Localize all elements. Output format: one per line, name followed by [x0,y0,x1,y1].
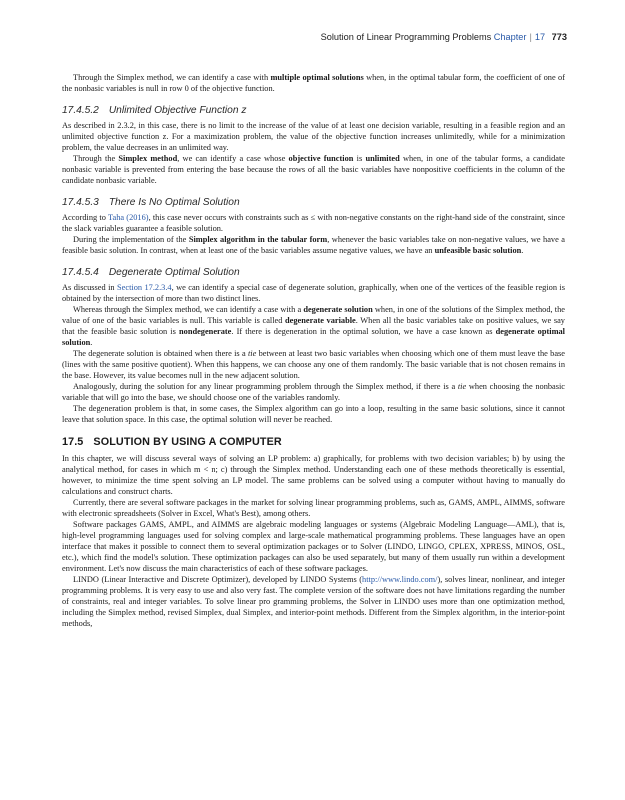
paragraph: LINDO (Linear Interactive and Discrete Optimizer), developed by LINDO Systems (http://www.lindo.com/), solves linear, nonlinear, and integer programming problems. It is very easy to use and also very fast. The complete version of the software does not have limitations regarding the number of constraints, real and integer variables. To solve linear pro gramming problems, the Solver in LINDO uses more than one optimization method, including the Simplex method, revised Simplex, dual Simplex, and interior-point methods. Different from the Simplex algorithm, in the interior-point methods, [62,575,566,628]
section-heading-17-4-5-2: 17.4.5.2 Unlimited Objective Function z [62,105,247,116]
main-content [62,72,565,629]
intro-paragraph: Through the Simplex method, we can identify a case with multiple optimal solutions when, in the optimal tabular form, the coefficient of one of the nonbasic variables is null in row 0 of the objective function. [62,73,565,93]
paragraph: The degenerate solution is obtained when there is a tie between at least two basic variables when choosing which one of them must leave the base (lines with the same positive quotient). When this happens, we can choose any one of them randomly. The basic variable that is not chosen remains in the base. However, its value becomes null in the new adjacent solution. [62,349,565,380]
lindo-url-link[interactable]: http://www.lindo.com/ [362,575,438,584]
paragraph: Currently, there are several software packages in the market for solving linear programming problems, such as, GAMS, AMPL, AIMMS, software with electronic spreadsheets (Solver in Excel, What's Best), among others. [62,498,565,518]
header-title: Solution of Linear Programming Problems [320,32,492,42]
header-chapter-label: Chapter [493,32,527,42]
paragraph: Software packages GAMS, AMPL, and AIMMS are algebraic modeling languages or systems (Algebraic Modeling Language—AML), that is, high-level programming languages used for solving complex and large-scale mathematical programming problems. These languages have an open interface that makes it possible to connect them to several optimization packages or to Solver (LINDO, LINGO, CPLEX, XPRESS, MINOS, OSL, etc.), which find the model's solution. These optimization packages can also be used separately, but many of them usually run within a development environment. Let's now discuss the main characteristics of each of these software packages. [62,520,565,573]
header-chapter-number: 17 [534,32,546,42]
section-heading-17-5: 17.5 SOLUTION BY USING A COMPUTER [62,436,282,448]
paragraph: As described in 2.3.2, in this case, there is no limit to the increase of the value of at least one decision variable, resulting in a feasible region and an unlimited objective function z. For a maximization problem, the value of the objective function increases unlimitedly, while for a minimization problem, the value decreases in an unlimited way. [62,121,565,152]
running-header [60,32,567,42]
paragraph: Whereas through the Simplex method, we can identify a case with a degenerate solution when, in one of the solutions of the Simplex method, the value of one of the basic variables is null. This variable is called degenerate variable. When all the basic variables take on positive values, we say that the feasible basic solution is nondegenerate. If there is degeneration in the optimal solution, we have a case known as degenerate optimal solution. [62,305,566,347]
citation-link-taha[interactable]: Taha (2016) [108,213,149,222]
paragraph: As discussed in Section 17.2.3.4, we can identify a special case of degenerate solution, graphically, when one of the vertices of the feasible region is obtained by the intersection of more than two distinct lines. [62,283,565,303]
paragraph: According to Taha (2016), this case never occurs with constraints such as ≤ with non-negative constants on the right-hand side of the constraint, since the slack variables guarantee a feasible solution. [62,213,565,233]
section-link[interactable]: Section 17.2.3.4 [117,283,172,292]
paragraph: Through the Simplex method, we can identify a case whose objective function is unlimited when, in one of the tabular forms, a candidate nonbasic variable is prevented from entering the base because the rows of all the basic variables have nonpositive coefficients in the column of the candidate nonbasic variable. [62,154,565,185]
section-heading-17-4-5-4: 17.4.5.4 Degenerate Optimal Solution [62,267,240,278]
section-heading-17-4-5-3: 17.4.5.3 There Is No Optimal Solution [62,197,240,208]
paragraph: In this chapter, we will discuss several ways of solving an LP problem: a) graphically, for problems with two decision variables; b) by using the analytical method, for cases in which m < n; c) through the Simplex method. Understanding each one of these methods theoretically is essential, however, to minimize the time spent solving an LP model. The same problems can be solved using a computer without having to manually do calculations and construct charts. [62,454,565,496]
paragraph: Analogously, during the solution for any linear programming problem through the Simplex method, if there is a tie when choosing the nonbasic variable that will go into the base, we should choose one of the variables randomly. [62,382,566,402]
header-separator: | [529,32,532,42]
paragraph: The degeneration problem is that, in some cases, the Simplex algorithm can go into a loop, resulting in the same basic solutions, since it cannot leave that solution space. In this case, the optimal solution will never be reached. [62,404,565,424]
page-number: 773 [551,32,567,42]
paragraph: During the implementation of the Simplex algorithm in the tabular form, whenever the basic variables take on non-negative values, we have a feasible basic solution. In contrast, when at least one of the basic variables assume negative values, we have an unfeasible basic solution. [62,235,565,255]
